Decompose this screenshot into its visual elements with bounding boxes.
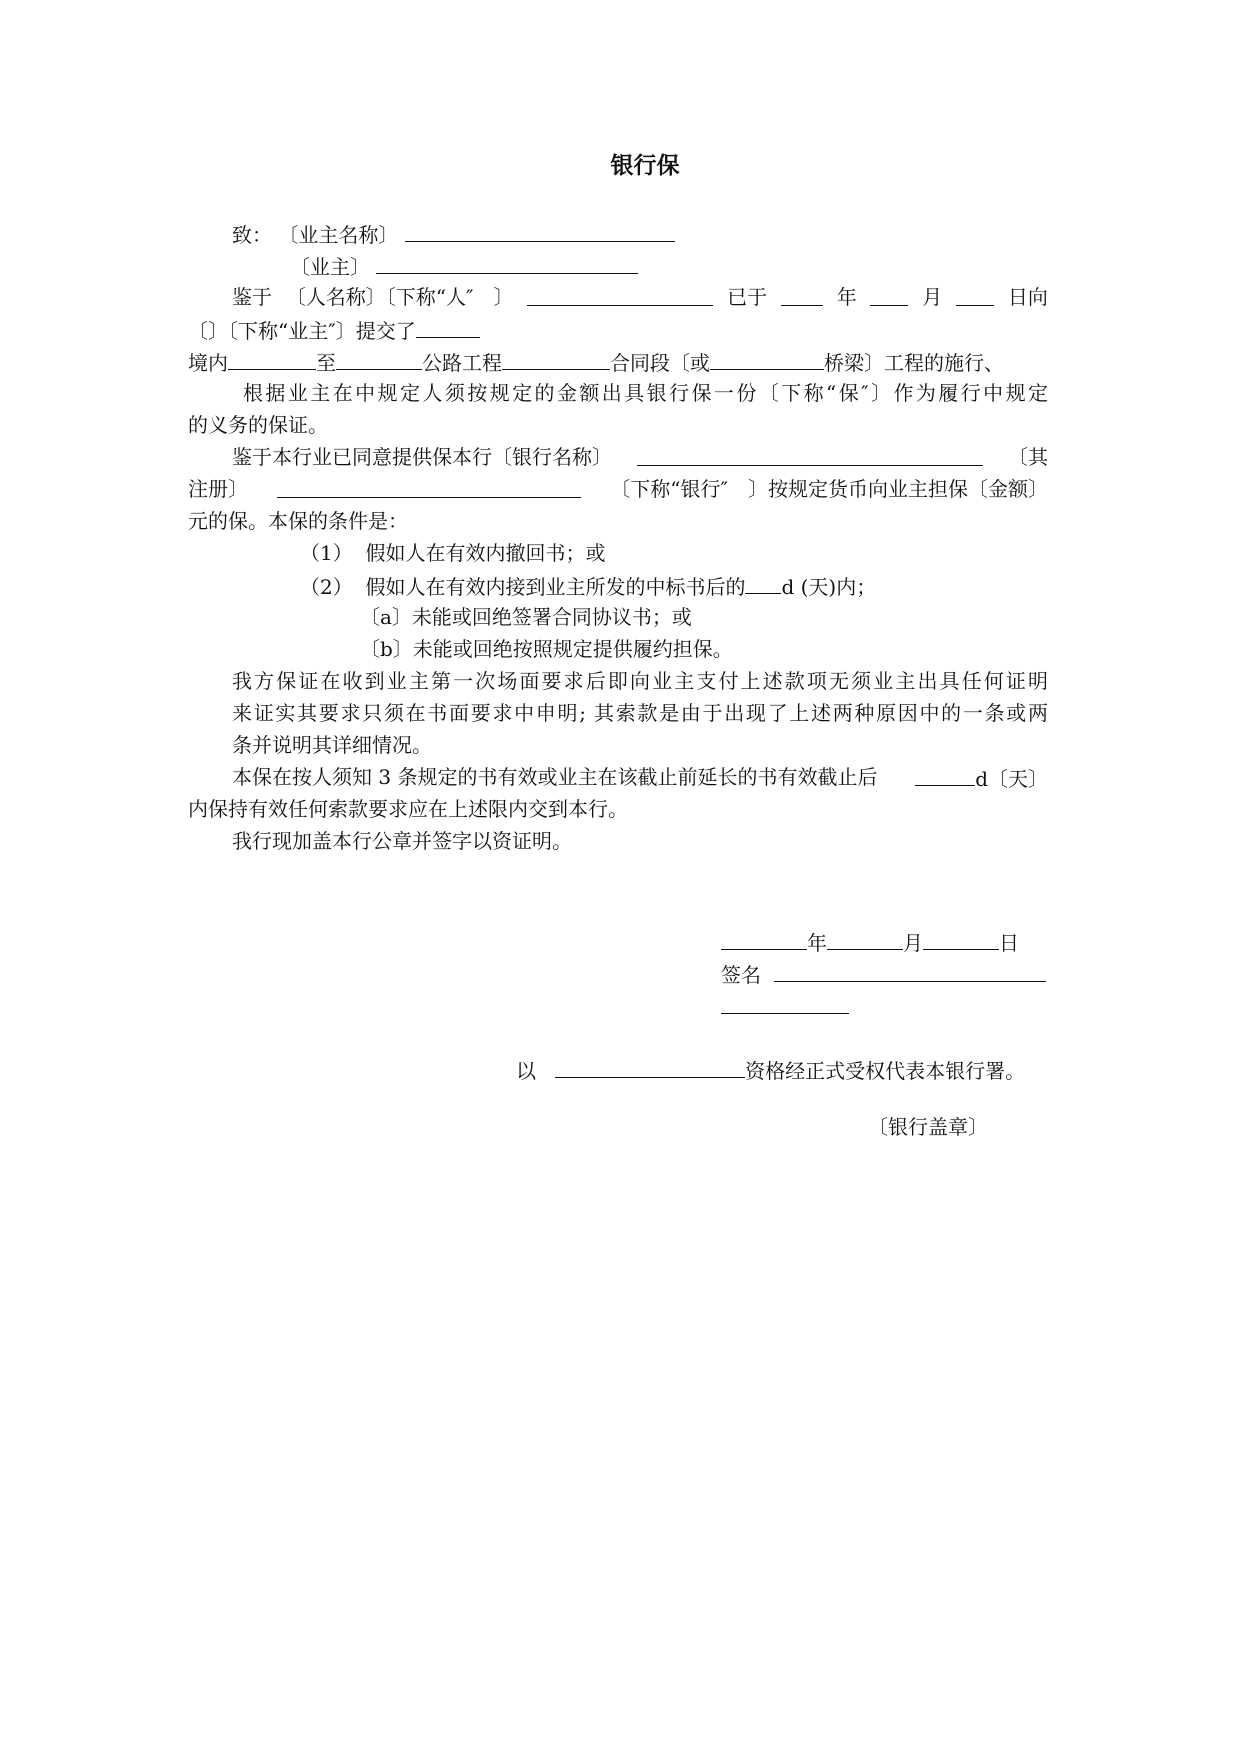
bank-name-blank[interactable] bbox=[637, 445, 983, 466]
p1-line3 bbox=[188, 349, 1004, 375]
p1-line3-b: 至 bbox=[316, 351, 336, 375]
p1-day: 日向 bbox=[1007, 285, 1048, 309]
p1-c: 已于 bbox=[727, 285, 768, 309]
p4-line2: 来证实其要求只须在书面要求中申明; 其索款是由于出现了上述两种原因中的一条或两 bbox=[232, 701, 1048, 725]
sign-day-blank[interactable] bbox=[923, 929, 999, 950]
p1-line2 bbox=[188, 317, 480, 343]
p6: 我行现加盖本行公章并签字以资证明。 bbox=[232, 829, 572, 853]
condition-a: 〔a〕未能或回绝签署合同协议书；或 bbox=[360, 605, 692, 629]
p1-line3-d: 合同段〔或 bbox=[610, 351, 710, 375]
condition-b: 〔b〕未能或回绝按照规定提供履约担保。 bbox=[360, 637, 733, 661]
p1-line3-a: 境内 bbox=[188, 351, 228, 375]
sign-extra-line bbox=[721, 993, 849, 1019]
to-blank[interactable] bbox=[336, 349, 422, 370]
page-title: 银行保 bbox=[610, 153, 680, 179]
condition-1-number: （1） bbox=[300, 541, 353, 565]
condition-1 bbox=[300, 541, 605, 565]
signature-blank[interactable] bbox=[774, 961, 1046, 982]
year-blank[interactable] bbox=[781, 285, 823, 306]
day-blank[interactable] bbox=[956, 285, 994, 306]
p5-line2: 内保持有效任何索款要求应在上述限内交到本行。 bbox=[188, 797, 628, 821]
p1-month: 月 bbox=[922, 285, 943, 309]
to-label: 致： bbox=[232, 223, 272, 247]
p5-line1 bbox=[232, 765, 1048, 791]
sign-year-blank[interactable] bbox=[721, 929, 807, 950]
p1-line3-e: 桥梁〕工程的施行、 bbox=[824, 351, 1004, 375]
p3-line1-b: 〔其 bbox=[1008, 445, 1048, 469]
condition-2 bbox=[300, 573, 876, 599]
p2-line2: 的义务的保证。 bbox=[188, 413, 328, 437]
condition-1-text: 假如人在有效内撤回书；或 bbox=[365, 541, 606, 565]
owner-name-blank[interactable] bbox=[405, 221, 675, 242]
p2-line1: 根据业主在中规定人须按规定的金额出具银行保一份〔下称“保″〕作为履行中规定 bbox=[243, 381, 1048, 405]
sign-name-label: 签名 bbox=[721, 963, 761, 987]
p3-line3: 元的保。本保的条件是： bbox=[188, 509, 408, 533]
p3-line2 bbox=[188, 477, 1048, 501]
sign-year-label: 年 bbox=[807, 931, 827, 955]
capacity-blank[interactable] bbox=[555, 1057, 745, 1078]
owner-label: 〔业主〕 bbox=[290, 255, 370, 279]
sign-name-line bbox=[721, 961, 1046, 987]
sign-date-line bbox=[721, 929, 1019, 955]
owner-name-label: 〔业主名称〕 bbox=[278, 223, 399, 247]
authorized-line bbox=[516, 1057, 1025, 1083]
month-blank[interactable] bbox=[870, 285, 908, 306]
p4-line3: 条并说明其详细情况。 bbox=[232, 733, 432, 757]
days-blank[interactable] bbox=[745, 573, 781, 594]
from-blank[interactable] bbox=[228, 349, 316, 370]
p1-line3-c: 公路工程 bbox=[422, 351, 502, 375]
condition-2-number: （2） bbox=[300, 575, 353, 599]
p5-line1-a: 本保在按人须知 3 条规定的书有效或业主在该截止前延长的书有效截止后 bbox=[232, 765, 878, 789]
p5-line1-b: d〔天〕 bbox=[975, 767, 1048, 791]
submitted-blank[interactable] bbox=[416, 317, 480, 338]
extra-blank[interactable] bbox=[721, 993, 849, 1014]
p1-b: 〔人名称〕〔下称“人″ 〕 bbox=[285, 285, 514, 309]
by-label: 以 bbox=[516, 1059, 536, 1083]
bridge-blank[interactable] bbox=[710, 349, 824, 370]
validity-days-blank[interactable] bbox=[915, 765, 975, 786]
p4-line1: 我方保证在收到业主第一次场面要求后即向业主支付上述款项无须业主出具任何证明 bbox=[232, 669, 1048, 693]
authorized-text: 资格经正式受权代表本银行署。 bbox=[745, 1059, 1026, 1083]
p1-a: 鉴于 bbox=[232, 285, 272, 309]
p3-line2-a: 注册〕 bbox=[188, 477, 248, 501]
owner-blank[interactable] bbox=[376, 253, 638, 274]
sign-day-label: 日 bbox=[999, 931, 1019, 955]
p1-year: 年 bbox=[836, 285, 857, 309]
sign-month-label: 月 bbox=[903, 931, 923, 955]
p3-line1-a: 鉴于本行业已同意提供保本行〔银行名称〕 bbox=[232, 445, 612, 469]
condition-2-text: 假如人在有效内接到业主所发的中标书后的 bbox=[365, 575, 746, 599]
addressee-line bbox=[232, 221, 675, 247]
p1-line2-text: 〔〕〔下称“业主″〕提交了 bbox=[188, 319, 416, 343]
p3-line1 bbox=[232, 445, 1048, 469]
p1-line1 bbox=[232, 285, 1048, 309]
owner-line bbox=[290, 253, 638, 279]
bidder-name-blank[interactable] bbox=[527, 285, 713, 306]
sign-month-blank[interactable] bbox=[827, 929, 903, 950]
road-blank[interactable] bbox=[502, 349, 610, 370]
condition-2-days: d (天)内； bbox=[781, 575, 877, 599]
p3-line2-b: 〔下称“银行″ 〕按规定货币向业主担保〔金额〕 bbox=[610, 477, 1048, 501]
registered-address-blank[interactable] bbox=[277, 477, 581, 498]
bank-seal: 〔银行盖章〕 bbox=[868, 1115, 988, 1139]
